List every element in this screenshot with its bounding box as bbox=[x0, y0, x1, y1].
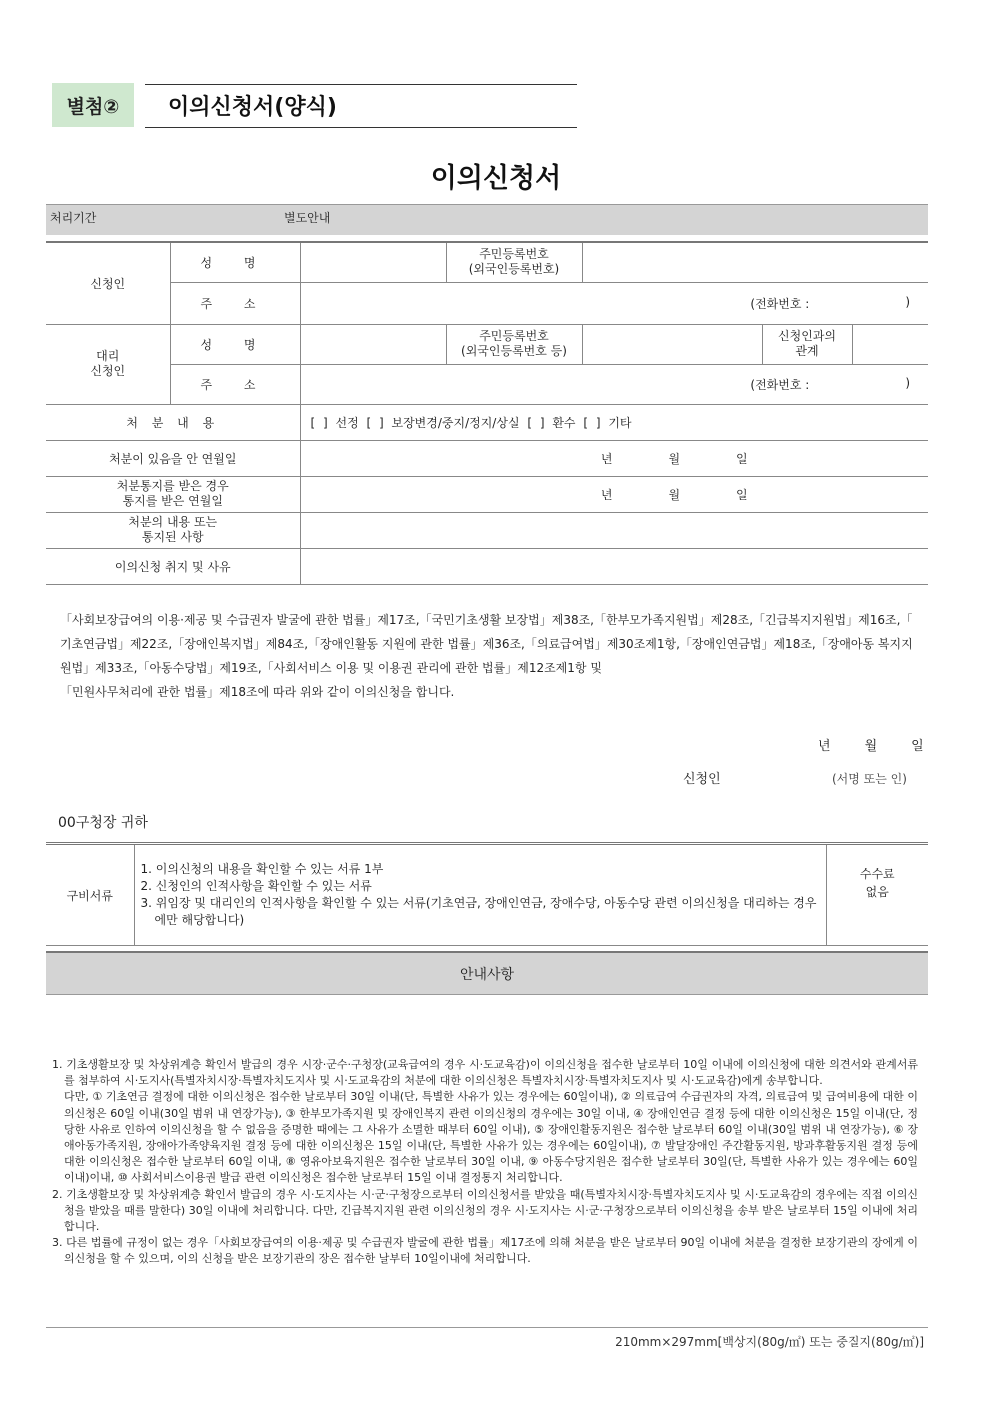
guide-note-2: 2. 기초생활보장 및 차상위계층 확인서 발급의 경우 시·도지사는 시·군·구청장으로부터 이의신청서를 받았을 때(특별자치시장·특별자치도지사 및 시·도교육감의 경우에는 직접 이의신청을 받았을 때를 말한다) 30일 이내에 처리합니다. 다만, 긴급복지지원 관련 이의신청의 경우 시·도지사는 시·군·구청장으로부터 이의신청을 송부 받은 날로부터 15일 이내에 처리합니다. bbox=[52, 1187, 918, 1234]
notice-date-field[interactable]: 년 월 일 bbox=[300, 476, 928, 512]
agent-id-label: 주민등록번호 (외국인등록번호 등) bbox=[446, 324, 582, 364]
period-label: 처리기간 bbox=[50, 211, 97, 225]
applicant-id-label: 주민등록번호 (외국인등록번호) bbox=[446, 242, 582, 282]
fee-cell bbox=[826, 844, 928, 946]
notice-date-label: 처분통지를 받은 경우 통지를 받은 연월일 bbox=[46, 476, 300, 512]
required-doc-item: 3. 위임장 및 대리인의 인적사항을 확인할 수 있는 서류(기초연금, 장애인연금, 장애수당, 아동수당 관련 이의신청을 대리하는 경우에만 해당합니다) bbox=[140, 896, 817, 927]
agent-section-label: 대리 신청인 bbox=[46, 324, 170, 404]
footer-rule bbox=[46, 1327, 928, 1328]
agent-name-label: 성 명 bbox=[170, 324, 300, 364]
paper-spec: 210mm×297mm[백상지(80g/㎡) 또는 중질지(80g/㎡)] bbox=[615, 1335, 924, 1349]
guide-note-1: 1. 기초생활보장 및 차상위계층 확인서 발급의 경우 시장·군수·구청장(교육급여의 경우 시·도교육감)이 이의신청을 접수한 날로부터 10일 이내에 이의신청에 대한 의견서와 관계서류를 첨부하여 시·도지사(특별자치시장·특별자치도지사 및 시·도교육감의 처분에 대한 이의신청은 특별자치시장·특별자치도지사 및 시·도교육감)에게 송부합니다. bbox=[52, 1058, 918, 1088]
agent-relation-field[interactable] bbox=[852, 324, 928, 364]
agent-name-field[interactable] bbox=[300, 324, 446, 364]
signature-date: 년 월 일 bbox=[818, 739, 924, 754]
guide-note-3: 3. 다른 법률에 규정이 없는 경우「사회보장급여의 이용·제공 및 수급권자 발굴에 관한 법률」제17조에 의해 처분을 받은 날로부터 90일 이내에 처분을 결정한 보장기관의 장에게 이의신청을 할 수 있으며, 이의 신청을 받은 보장기관의 장은 접수한 날부터 10일이내에 처리합니다. bbox=[52, 1236, 918, 1266]
applicant-address-label: 주 소 bbox=[170, 282, 300, 324]
guide-notes bbox=[52, 1057, 918, 1268]
signature-applicant-label: 신청인 bbox=[683, 772, 721, 787]
disposition-label: 처 분 내 용 bbox=[46, 404, 300, 440]
required-docs-list bbox=[134, 844, 826, 946]
agent-id-field[interactable] bbox=[582, 324, 762, 364]
signature-note: (서명 또는 인) bbox=[832, 772, 907, 786]
document-title: 이의신청서 bbox=[430, 163, 562, 194]
purpose-label: 이의신청 취지 및 사유 bbox=[46, 548, 300, 584]
known-date-label: 처분이 있음을 안 연월일 bbox=[46, 440, 300, 476]
agent-address-label: 주 소 bbox=[170, 364, 300, 404]
fee-label: 수수료 bbox=[859, 867, 895, 881]
agent-address-field[interactable]: (전화번호 : ) bbox=[300, 364, 928, 404]
attachment-badge: 별첨② bbox=[52, 83, 134, 127]
applicant-address-field[interactable]: (전화번호 : ) bbox=[300, 282, 928, 324]
applicant-phone-label: (전화번호 : bbox=[750, 296, 810, 311]
legal-basis-text: 「사회보장급여의 이용·제공 및 수급권자 발굴에 관한 법률」제17조,「국민기초생활 보장법」제38조,「한부모가족지원법」제28조,「긴급복지지원법」제16조,「 기초연금법」제22조,「장애인복지법」제84조,「장애인활동 지원에 관한 법률」제36조,「의료급여법」제30조제1항,「장애인연금법」제18조,「장애아동 복지지 원법」제33조,「아동수당법」제19조,「사회서비스 이용 및 이용권 관리에 관한 법률」제12조제1항 및 「민원사무처리에 관한 법률」제18조에 따라 위와 같이 이의신청을 합니다. bbox=[60, 613, 913, 699]
purpose-field[interactable] bbox=[300, 548, 928, 584]
agent-relation-label: 신청인과의 관계 bbox=[762, 324, 852, 364]
applicant-name-label: 성 명 bbox=[170, 242, 300, 282]
content-field[interactable] bbox=[300, 512, 928, 548]
content-label: 처분의 내용 또는 통지된 사항 bbox=[46, 512, 300, 548]
addressee: 00구청장 귀하 bbox=[58, 815, 148, 831]
guide-title-bar: 안내사항 bbox=[46, 951, 928, 995]
required-docs-label: 구비서류 bbox=[46, 844, 134, 946]
known-date-field[interactable]: 년 월 일 bbox=[300, 440, 928, 476]
applicant-id-field[interactable] bbox=[582, 242, 928, 282]
title-rule-top bbox=[145, 84, 577, 85]
fee-value: 없음 bbox=[865, 885, 889, 899]
disposition-options[interactable]: [ ] 선정 [ ] 보장변경/중지/정지/상실 [ ] 환수 [ ] 기타 bbox=[300, 404, 928, 440]
attachment-title: 이의신청서(양식) bbox=[168, 95, 337, 120]
period-value: 별도안내 bbox=[284, 211, 331, 225]
title-rule-bottom bbox=[145, 127, 577, 128]
required-doc-item: 2. 신청인의 인적사항을 확인할 수 있는 서류 bbox=[140, 879, 372, 893]
application-form-table bbox=[46, 241, 928, 585]
required-doc-item: 1. 이의신청의 내용을 확인할 수 있는 서류 1부 bbox=[140, 862, 384, 876]
required-docs-table bbox=[46, 842, 928, 946]
agent-phone-label: (전화번호 : bbox=[750, 377, 810, 392]
applicant-name-field[interactable] bbox=[300, 242, 446, 282]
processing-period-bar bbox=[46, 204, 928, 235]
applicant-section-label: 신청인 bbox=[46, 242, 170, 324]
guide-note-1-detail: 다만, ① 기초연금 결정에 대한 이의신청은 접수한 날로부터 30일 이내(단, 특별한 사유가 있는 경우에는 60일이내), ② 의료급여 수급권자의 자격, 의료급여 및 급여비용에 대한 이의신청은 60일 이내(30일 범위 내 연장가능), ③ 한부모가족지원 및 장애인복지 관련 이의신청의 경우에는 30일 이내, ④ 장애인연금 결정 등에 대한 이의신청은 15일 이내(단, 정당한 사유로 인하여 이의신청을 할 수 없음을 증명한 때에는 그 사유가 소멸한 때부터 60일 이내), ⑤ 장애인활동지원은 접수한 날로부터 60일 이내(30일 범위 내 연장가능), ⑥ 장애아동가족지원, 장애아가족양육지원 결정 등에 대한 이의신청은 15일 이내(단, 특별한 사유가 있는 경우에는 60일이내), ⑦ 발달장애인 주간활동지원, 방과후활동지원 결정 등에 대한 이의신청은 접수한 날로부터 60일 이내, ⑧ 영유아보육지원은 접수한 날로부터 30일 이내, ⑨ 아동수당지원은 접수한 날로부터 30일(단, 특별한 사유가 있는 경우에는 60일이내)이내, ⑩ 사회서비스이용권 발급 관련 이의신청은 접수한 날로부터 15일 이내 결정통지 처리합니다. bbox=[64, 1090, 918, 1185]
